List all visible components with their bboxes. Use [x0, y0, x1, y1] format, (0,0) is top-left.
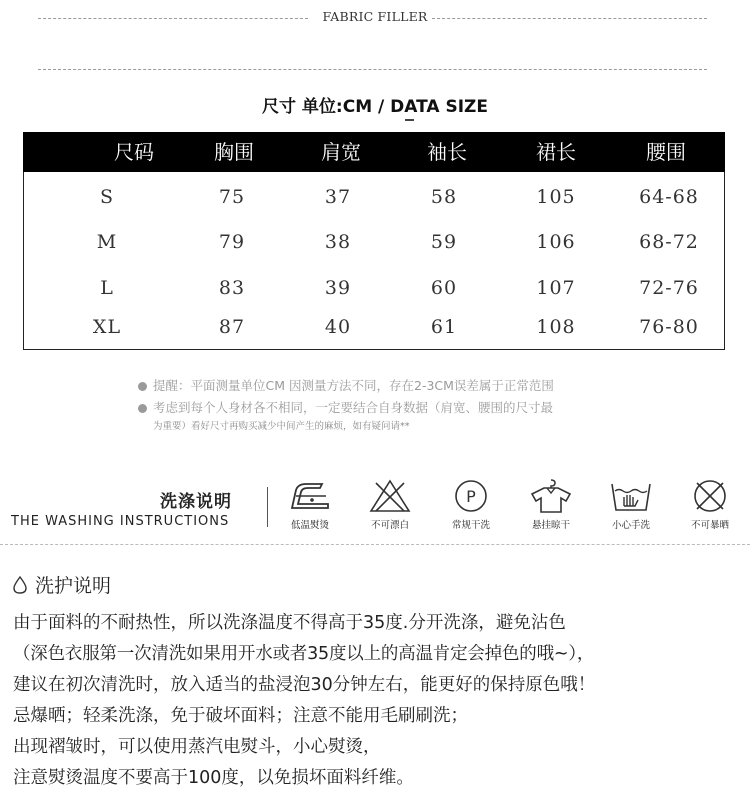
washing-section-divider	[0, 544, 750, 545]
cell-waist: 64-68	[639, 186, 699, 208]
no-bleach-icon	[368, 478, 412, 514]
wash-icon-no-tumble	[680, 478, 740, 531]
wash-label: 小心手洗	[611, 520, 650, 531]
note-text: 考虑到每个人身材各不相同，一定要结合自身数据（肩宽、腰围的尺寸最	[153, 400, 554, 415]
wash-icon-hand-wash	[601, 478, 661, 531]
care-line-3: 建议在初次清洗时，放入适当的盐浸泡30分钟左右，能更好的保持原色哦！	[13, 675, 596, 695]
wash-icon-no-bleach	[360, 478, 420, 531]
wash-label: 不可暴晒	[690, 520, 729, 531]
note-text: 提醒：平面测量单位CM 因测量方法不同，存在2-3CM误差属于正常范围	[153, 378, 554, 393]
section-divider	[38, 69, 707, 70]
bullet-dot	[138, 404, 147, 413]
wash-icon-hang-dry	[521, 478, 581, 531]
column-header-bust: 胸围	[214, 140, 254, 164]
table-row	[24, 316, 726, 340]
washing-title-cn: 洗涤说明	[160, 492, 232, 512]
note-line-3: 为重要）看好尺寸再购买减少中间产生的麻烦，如有疑问请**	[153, 421, 410, 432]
cell-dress-length: 107	[536, 277, 576, 299]
title-underline-mark	[405, 119, 414, 121]
fabric-filler-label: FABRIC FILLER	[322, 9, 428, 24]
hand-wash-icon	[608, 478, 654, 514]
wash-label: 悬挂晾干	[531, 520, 570, 531]
wash-label: 不可漂白	[370, 520, 409, 531]
note-line-2	[138, 398, 553, 416]
cell-waist: 72-76	[639, 277, 699, 299]
care-title-text: 洗护说明	[35, 575, 112, 597]
wash-icon-dry-clean	[441, 478, 501, 531]
table-row	[24, 186, 726, 210]
care-line-2: （深色衣服第一次清洗如果用开水或者35度以上的高温肯定会掉色的哦~），	[13, 644, 595, 664]
washing-title-en: THE WASHING INSTRUCTIONS	[11, 514, 230, 529]
cell-sleeve: 61	[430, 316, 458, 338]
hang-dry-icon	[528, 478, 574, 514]
cell-bust: 75	[218, 186, 246, 208]
cell-dress-length: 105	[536, 186, 576, 208]
care-line-4: 忌爆晒；轻柔洗涤，免于破坏面料；注意不能用毛刷刷洗；	[13, 706, 468, 726]
care-title	[13, 571, 111, 598]
column-header-waist: 腰围	[646, 140, 686, 164]
bullet-dot	[138, 382, 147, 391]
cell-sleeve: 60	[430, 277, 458, 299]
cell-shoulder: 37	[324, 186, 352, 208]
column-header-shoulder: 肩宽	[321, 140, 361, 164]
dry-clean-p-icon	[451, 478, 491, 514]
cell-bust: 83	[218, 277, 246, 299]
wash-label: 低温熨烫	[290, 520, 329, 531]
size-chart-title: 尺寸 单位:CM / DATA SIZE	[262, 97, 488, 117]
column-header-dress-length: 裙长	[536, 140, 576, 164]
cell-bust: 87	[218, 316, 246, 338]
washing-divider	[267, 487, 268, 527]
cell-dress-length: 106	[536, 231, 576, 253]
cell-shoulder: 39	[324, 277, 352, 299]
care-line-5: 出现褶皱时，可以使用蒸汽电熨斗，小心熨烫，	[13, 737, 381, 757]
table-row	[24, 231, 726, 255]
care-line-1: 由于面料的不耐热性，所以洗涤温度不得高于35度.分开洗涤，避免沾色	[13, 613, 566, 633]
column-header-size: 尺码	[114, 140, 154, 164]
wash-label: 常规干洗	[451, 520, 490, 531]
cell-shoulder: 38	[324, 231, 352, 253]
cell-sleeve: 58	[430, 186, 458, 208]
wash-icon-iron	[280, 478, 340, 531]
svg-text:P: P	[466, 487, 476, 506]
column-header-sleeve: 袖长	[427, 140, 467, 164]
cell-size: L	[100, 277, 114, 299]
cell-waist: 76-80	[639, 316, 699, 338]
care-line-6: 注意熨烫温度不要高于100度，以免损坏面料纤维。	[13, 768, 414, 788]
cell-waist: 68-72	[639, 231, 699, 253]
size-table-header	[23, 132, 725, 172]
iron-low-temp-icon	[286, 478, 334, 514]
no-tumble-dry-icon	[688, 478, 732, 514]
water-drop-icon	[13, 576, 27, 594]
note-line-1	[138, 376, 554, 394]
cell-shoulder: 40	[324, 316, 352, 338]
cell-size: S	[99, 186, 115, 208]
cell-bust: 79	[218, 231, 246, 253]
table-row	[24, 277, 726, 301]
cell-size: M	[96, 231, 118, 253]
cell-size: XL	[92, 316, 122, 338]
header-divider-right	[432, 18, 707, 19]
cell-dress-length: 108	[536, 316, 576, 338]
size-table-body	[23, 172, 725, 350]
cell-sleeve: 59	[430, 231, 458, 253]
